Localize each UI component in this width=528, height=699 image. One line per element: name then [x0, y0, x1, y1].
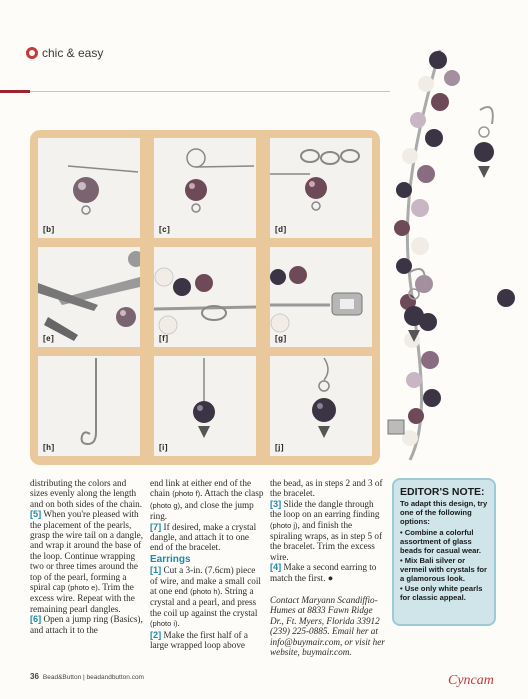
step-text: .	[177, 618, 180, 629]
bracelet-and-earrings-photo	[380, 40, 528, 470]
step-text: Make a second earring to match the first. ●	[270, 562, 377, 583]
editors-note-item: • Mix Bali silver or vermeil with crystals for a glamorous look.	[400, 556, 487, 583]
photo-ref: (photo f)	[172, 489, 201, 499]
paragraph-text: , and close the jump ring.	[150, 499, 254, 522]
step-number: [3]	[270, 498, 282, 509]
earring-step-2	[150, 630, 264, 651]
step-number: [4]	[270, 562, 282, 573]
photo-ref: (photo g)	[150, 500, 181, 510]
photo-label: [c]	[159, 225, 171, 234]
photo-f	[154, 247, 256, 347]
step-5	[30, 509, 146, 614]
step-text: , and finish the spiraling wraps, as in step 5 of the bracelet. Trim the excess wire.	[270, 519, 383, 562]
section-title: chic & easy	[42, 46, 104, 60]
paragraph-text: end link at either end of the chain	[150, 478, 252, 499]
paragraph	[150, 478, 264, 522]
pearl-on-headpin-icon	[38, 138, 140, 238]
step-text: When you're pleased with the placement of the pearls, grasp the wire tail on a dangle, and wrap it around the base of the loop. Continue wrapping two or three times around the top of the pearl, forming a spiral cap	[30, 509, 144, 593]
step-text: . Trim the excess wire. Repeat with the remaining pearl dangles.	[30, 582, 135, 614]
step-text: Make the first half of a large wrapped loop above	[150, 629, 248, 651]
photo-grid	[30, 130, 380, 465]
editors-note-intro: To adapt this design, try one of the following options:	[400, 499, 488, 526]
step-6	[30, 614, 146, 635]
earring-step-3	[270, 499, 386, 562]
step-number: [2]	[150, 629, 162, 640]
chain-with-dangle-icon	[270, 138, 372, 238]
header-accent-rule	[0, 90, 30, 93]
paragraph-text: the bead, as in steps 2 and 3 of the bracelet.	[270, 478, 383, 499]
earring-step-1	[150, 565, 264, 629]
toggle-clasp-icon	[270, 247, 372, 347]
signature: Cyncam	[448, 673, 494, 688]
crystal-and-pearl-icon	[154, 356, 256, 456]
step-number: [5]	[30, 509, 42, 520]
photo-ref: (photo j)	[270, 520, 298, 530]
pearl-with-loop-icon	[154, 138, 256, 238]
earrings-heading: Earrings	[150, 553, 191, 565]
paragraph-text: . Attach the clasp	[200, 488, 264, 499]
section-header	[26, 46, 103, 60]
footer-text: Bead&Button | beadandbutton.com	[42, 674, 144, 681]
photo-label: [j]	[275, 443, 285, 452]
editors-note-title: EDITOR'S NOTE:	[400, 486, 485, 498]
photo-label: [e]	[43, 334, 55, 343]
photo-c	[154, 138, 256, 238]
photo-label: [b]	[43, 225, 55, 234]
editors-note-item: • Use only white pearls for classic appeal.	[400, 584, 483, 602]
photo-label: [h]	[43, 443, 55, 452]
text-column-3	[270, 478, 386, 658]
section-bullet-icon	[26, 47, 38, 59]
paragraph-text: distributing the colors and sizes evenly along the length and on both sides of the chain.	[30, 478, 143, 509]
header-rule	[30, 91, 390, 92]
step-text: Cut a 3-in. (7.6cm) piece of wire, and make a small coil at one end	[150, 565, 261, 597]
text-column-1	[30, 478, 146, 635]
text-column-2	[150, 478, 264, 651]
photo-b	[38, 138, 140, 238]
step-number: [1]	[150, 565, 162, 576]
photo-ref: (photo h)	[190, 587, 221, 597]
page-number: 36	[30, 672, 39, 681]
editors-note-item: • Combine a colorful assortment of glass beads for casual wear.	[400, 528, 482, 555]
step-number: [6]	[30, 614, 42, 625]
photo-label: [d]	[275, 225, 287, 234]
photo-i	[154, 356, 256, 456]
step-text: Slide the dangle through the loop on an earring finding	[270, 498, 380, 520]
photo-ref: (photo e)	[67, 583, 98, 593]
photo-e	[38, 247, 140, 347]
step-text: . String a crystal and a pearl, and press the coil up against the crystal	[150, 586, 258, 618]
photo-g	[270, 247, 372, 347]
paragraph	[270, 478, 386, 499]
step-number: [7]	[150, 521, 162, 532]
step-7	[150, 522, 264, 553]
step-text: Open a jump ring (Basics), and attach it to the	[30, 614, 143, 635]
photo-label: [g]	[275, 334, 287, 343]
photo-j	[270, 356, 372, 456]
photo-h	[38, 356, 140, 456]
contact-info: Contact Maryann Scandiffio-Humes at 8833 Fawn Ridge Dr., Ft. Myers, Florida 33912 (239) 225-0885. Email her at info@buymair.com, or visit her website, buymair.com.	[270, 595, 385, 658]
editors-note-box	[392, 478, 496, 626]
earring-step-4	[270, 562, 386, 583]
photo-label: [i]	[159, 443, 169, 452]
step-text: If desired, make a crystal dangle, and attach it to one end of the bracelet.	[150, 521, 257, 553]
photo-ref: (photo i)	[150, 619, 178, 629]
clasp-chain-icon	[154, 247, 256, 347]
wire-coil-icon	[38, 356, 140, 456]
page-footer	[30, 672, 144, 681]
photo-d	[270, 138, 372, 238]
paragraph	[30, 478, 146, 509]
photo-label: [f]	[159, 334, 169, 343]
pliers-wrapping-icon	[38, 247, 140, 347]
earring-finding-icon	[270, 356, 372, 456]
